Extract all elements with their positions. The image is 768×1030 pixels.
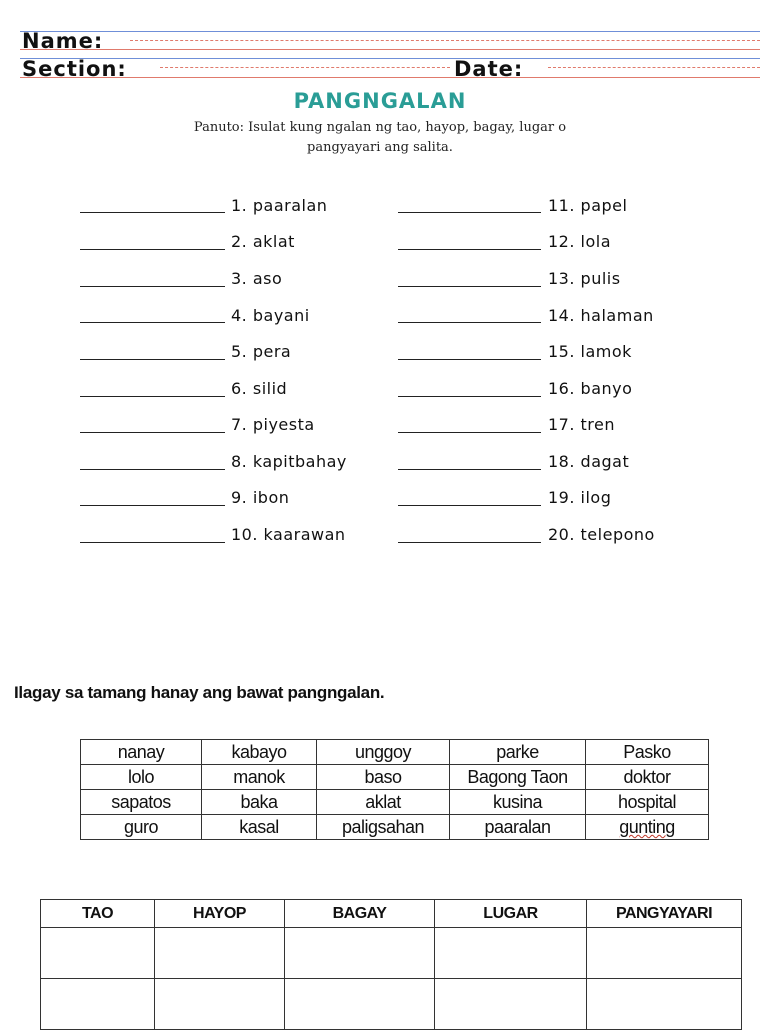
table-cell: kusina xyxy=(450,790,586,815)
name-guide-base xyxy=(20,49,760,50)
table-cell: unggoy xyxy=(317,740,450,765)
table-cell: baka xyxy=(202,790,317,815)
answer-blank[interactable] xyxy=(398,469,541,470)
worksheet-title: PANGNGALAN xyxy=(293,89,467,113)
list-item: 8. kapitbahay xyxy=(231,452,347,471)
table-cell: sapatos xyxy=(81,790,202,815)
name-guide-dashed xyxy=(130,40,760,41)
answer-blank[interactable] xyxy=(80,505,225,506)
answer-blank[interactable] xyxy=(398,249,541,250)
answer-blank[interactable] xyxy=(80,469,225,470)
answer-blank[interactable] xyxy=(398,505,541,506)
list-item: 4. bayani xyxy=(231,306,310,325)
section-guide-base xyxy=(20,77,760,78)
table-cell: aklat xyxy=(317,790,450,815)
answer-blank[interactable] xyxy=(80,359,225,360)
table-cell: Bagong Taon xyxy=(450,765,586,790)
table-row xyxy=(81,740,709,765)
answer-blank[interactable] xyxy=(398,286,541,287)
list-item: 15. lamok xyxy=(548,342,632,361)
table-cell: doktor xyxy=(586,765,709,790)
table-cell: paaralan xyxy=(450,815,586,840)
answer-blank[interactable] xyxy=(80,286,225,287)
table-cell: hospital xyxy=(586,790,709,815)
answer-blank[interactable] xyxy=(398,359,541,360)
answer-blank[interactable] xyxy=(80,542,225,543)
column-header-lugar: LUGAR xyxy=(435,900,587,928)
table-row xyxy=(41,979,742,1030)
table-cell: lolo xyxy=(81,765,202,790)
answer-cell[interactable] xyxy=(285,928,435,979)
table-row xyxy=(81,790,709,815)
answer-blank[interactable] xyxy=(398,322,541,323)
list-item: 3. aso xyxy=(231,269,283,288)
column-header-tao: TAO xyxy=(41,900,155,928)
list-item: 5. pera xyxy=(231,342,292,361)
table-cell: kabayo xyxy=(202,740,317,765)
table-cell: kasal xyxy=(202,815,317,840)
table-cell: guro xyxy=(81,815,202,840)
list-item: 9. ibon xyxy=(231,488,290,507)
answer-cell[interactable] xyxy=(435,928,587,979)
date-guide-dashed xyxy=(548,67,760,68)
instruction-text xyxy=(140,118,620,158)
answer-blank[interactable] xyxy=(80,322,225,323)
answer-blank[interactable] xyxy=(80,212,225,213)
table-cell xyxy=(586,815,709,840)
answer-cell[interactable] xyxy=(155,979,285,1030)
list-item: 1. paaralan xyxy=(231,196,328,215)
table-row xyxy=(81,815,709,840)
answer-cell[interactable] xyxy=(587,928,742,979)
list-item: 11. papel xyxy=(548,196,628,215)
table-cell: nanay xyxy=(81,740,202,765)
answer-blank[interactable] xyxy=(80,249,225,250)
list-item: 20. telepono xyxy=(548,525,655,544)
list-item: 19. ilog xyxy=(548,488,612,507)
list-item: 16. banyo xyxy=(548,379,633,398)
spellcheck-word: gunting xyxy=(619,817,675,837)
answer-cell[interactable] xyxy=(587,979,742,1030)
answer-cell[interactable] xyxy=(435,979,587,1030)
column-header-bagay: BAGAY xyxy=(285,900,435,928)
section2-instruction: Ilagay sa tamang hanay ang bawat pangngalan. xyxy=(14,683,385,702)
list-item: 10. kaarawan xyxy=(231,525,346,544)
list-item: 7. piyesta xyxy=(231,415,315,434)
instruction-line-1: Panuto: Isulat kung ngalan ng tao, hayop, bagay, lugar o xyxy=(193,120,567,135)
table-header-row xyxy=(41,900,742,928)
answer-cell[interactable] xyxy=(41,928,155,979)
answer-cell[interactable] xyxy=(155,928,285,979)
section-guide-dashed xyxy=(160,67,450,68)
table-cell: manok xyxy=(202,765,317,790)
word-bank-table xyxy=(80,739,709,840)
table-row xyxy=(41,928,742,979)
section-guide-top xyxy=(20,58,760,59)
answer-blank[interactable] xyxy=(398,432,541,433)
table-row xyxy=(81,765,709,790)
answer-blank[interactable] xyxy=(80,432,225,433)
answer-blank[interactable] xyxy=(398,542,541,543)
list-item: 12. lola xyxy=(548,232,612,251)
answer-blank[interactable] xyxy=(80,396,225,397)
answer-blank[interactable] xyxy=(398,212,541,213)
column-header-pangyayari: PANGYAYARI xyxy=(587,900,742,928)
section-label: Section: xyxy=(22,57,127,81)
list-item: 13. pulis xyxy=(548,269,621,288)
list-item: 17. tren xyxy=(548,415,616,434)
date-label: Date: xyxy=(454,57,524,81)
table-cell: Pasko xyxy=(586,740,709,765)
instruction-line-2: pangyayari ang salita. xyxy=(307,140,453,155)
list-item: 18. dagat xyxy=(548,452,630,471)
table-cell: baso xyxy=(317,765,450,790)
answer-cell[interactable] xyxy=(41,979,155,1030)
list-item: 14. halaman xyxy=(548,306,654,325)
list-item: 6. silid xyxy=(231,379,288,398)
table-cell: parke xyxy=(450,740,586,765)
column-header-hayop: HAYOP xyxy=(155,900,285,928)
answer-blank[interactable] xyxy=(398,396,541,397)
table-cell: paligsahan xyxy=(317,815,450,840)
answer-cell[interactable] xyxy=(285,979,435,1030)
list-item: 2. aklat xyxy=(231,232,295,251)
name-guide-top xyxy=(20,31,760,32)
name-label: Name: xyxy=(22,29,104,53)
category-table xyxy=(40,899,742,1030)
